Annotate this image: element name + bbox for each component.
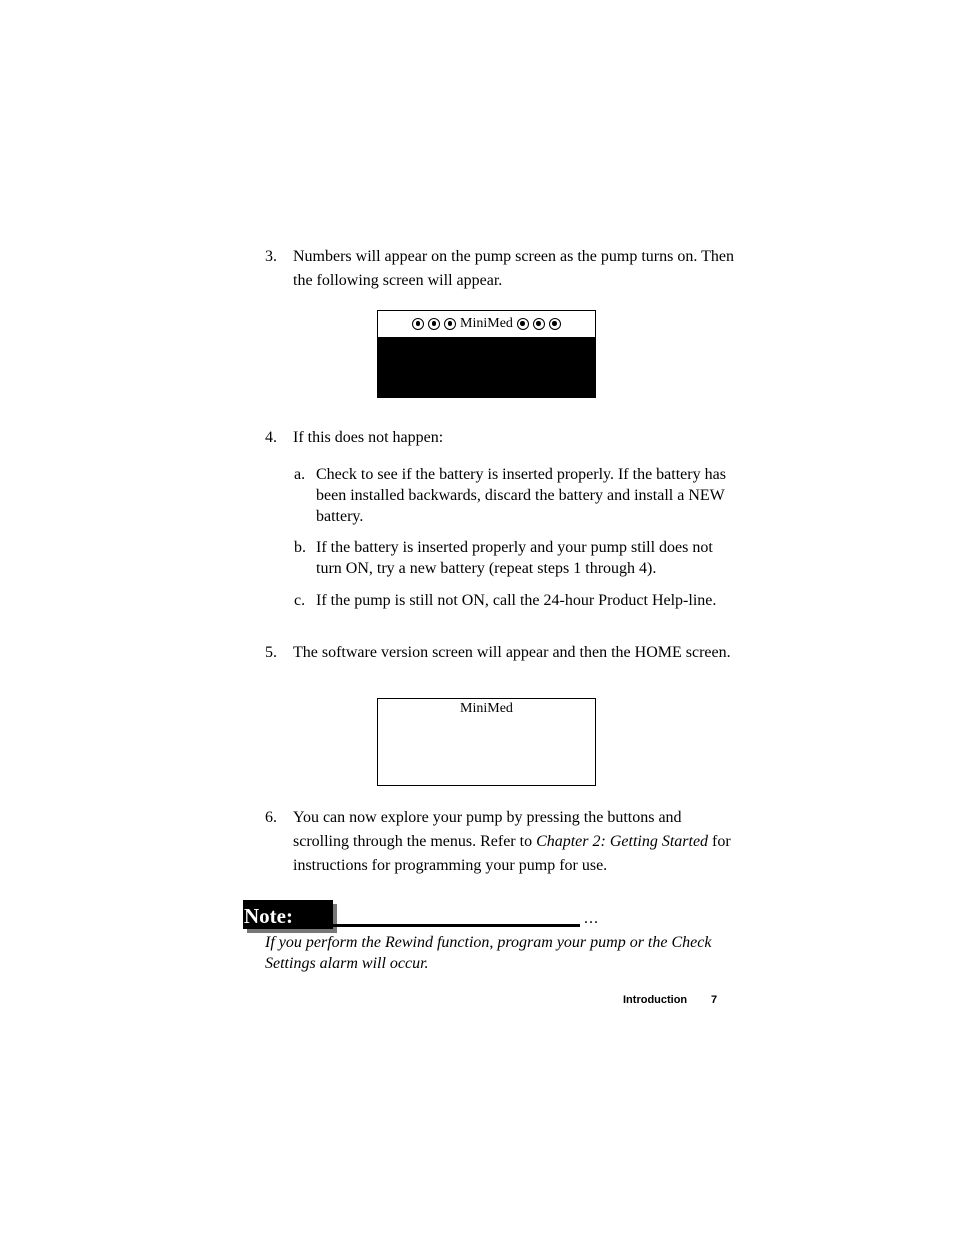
radio-bullet-icon [549, 318, 561, 330]
screen-brand-label: MiniMed [460, 315, 513, 331]
chapter-reference: Chapter 2: Getting Started [536, 833, 709, 850]
step-number: 4. [265, 429, 277, 446]
step-text: The software version screen will appear and then the HOME screen. [293, 644, 731, 661]
note-rule [333, 924, 580, 927]
step-number: 5. [265, 644, 277, 661]
radio-bullet-icon [517, 318, 529, 330]
pump-startup-screen [377, 310, 596, 398]
screen-brand-label: MiniMed [460, 701, 513, 716]
substep-text: Check to see if the battery is inserted properly. If the battery has been installed backwards, discard the battery and install a NEW battery. [316, 466, 726, 525]
substep-letter: b. [294, 539, 306, 556]
step-3 [265, 245, 735, 293]
step-4 [265, 426, 735, 450]
step-5 [265, 641, 735, 665]
footer-section: Introduction [623, 994, 688, 1006]
substep-4c [294, 590, 736, 611]
substep-4a [294, 464, 736, 527]
step-text: Numbers will appear on the pump screen as the pump turns on. Then the following screen will appear. [293, 248, 734, 289]
note-heading-label: Note: [244, 904, 293, 928]
step-text-before: You can now explore your pump by pressing the buttons and scrolling through the menus. Refer to [293, 809, 682, 850]
step-text-after: for instructions for programming your pump for use. [293, 833, 731, 874]
radio-bullet-icon [412, 318, 424, 330]
substep-4b [294, 537, 736, 579]
step-text: If this does not happen: [293, 429, 444, 446]
software-version-screen [377, 698, 596, 786]
radio-bullet-icon [533, 318, 545, 330]
step-text [265, 806, 735, 878]
substep-text: If the battery is inserted properly and your pump still does not turn ON, try a new battery (repeat steps 1 through 4). [316, 539, 713, 577]
step-number: 3. [265, 248, 277, 265]
note-heading [243, 900, 333, 929]
step-number: 6. [265, 809, 277, 826]
screen-black-area [378, 337, 595, 397]
page-number: 7 [711, 994, 718, 1006]
note-text: If you perform the Rewind function, program your pump or the Check Settings alarm will occur. [265, 934, 712, 972]
radio-bullet-icon [428, 318, 440, 330]
screen-header [378, 311, 595, 336]
step-6 [265, 806, 735, 878]
substep-text: If the pump is still not ON, call the 24-hour Product Help-line. [316, 592, 717, 609]
substep-letter: a. [294, 466, 306, 483]
radio-bullet-icon [444, 318, 456, 330]
note-ellipsis: ... [584, 910, 599, 927]
substep-letter: c. [294, 592, 306, 609]
